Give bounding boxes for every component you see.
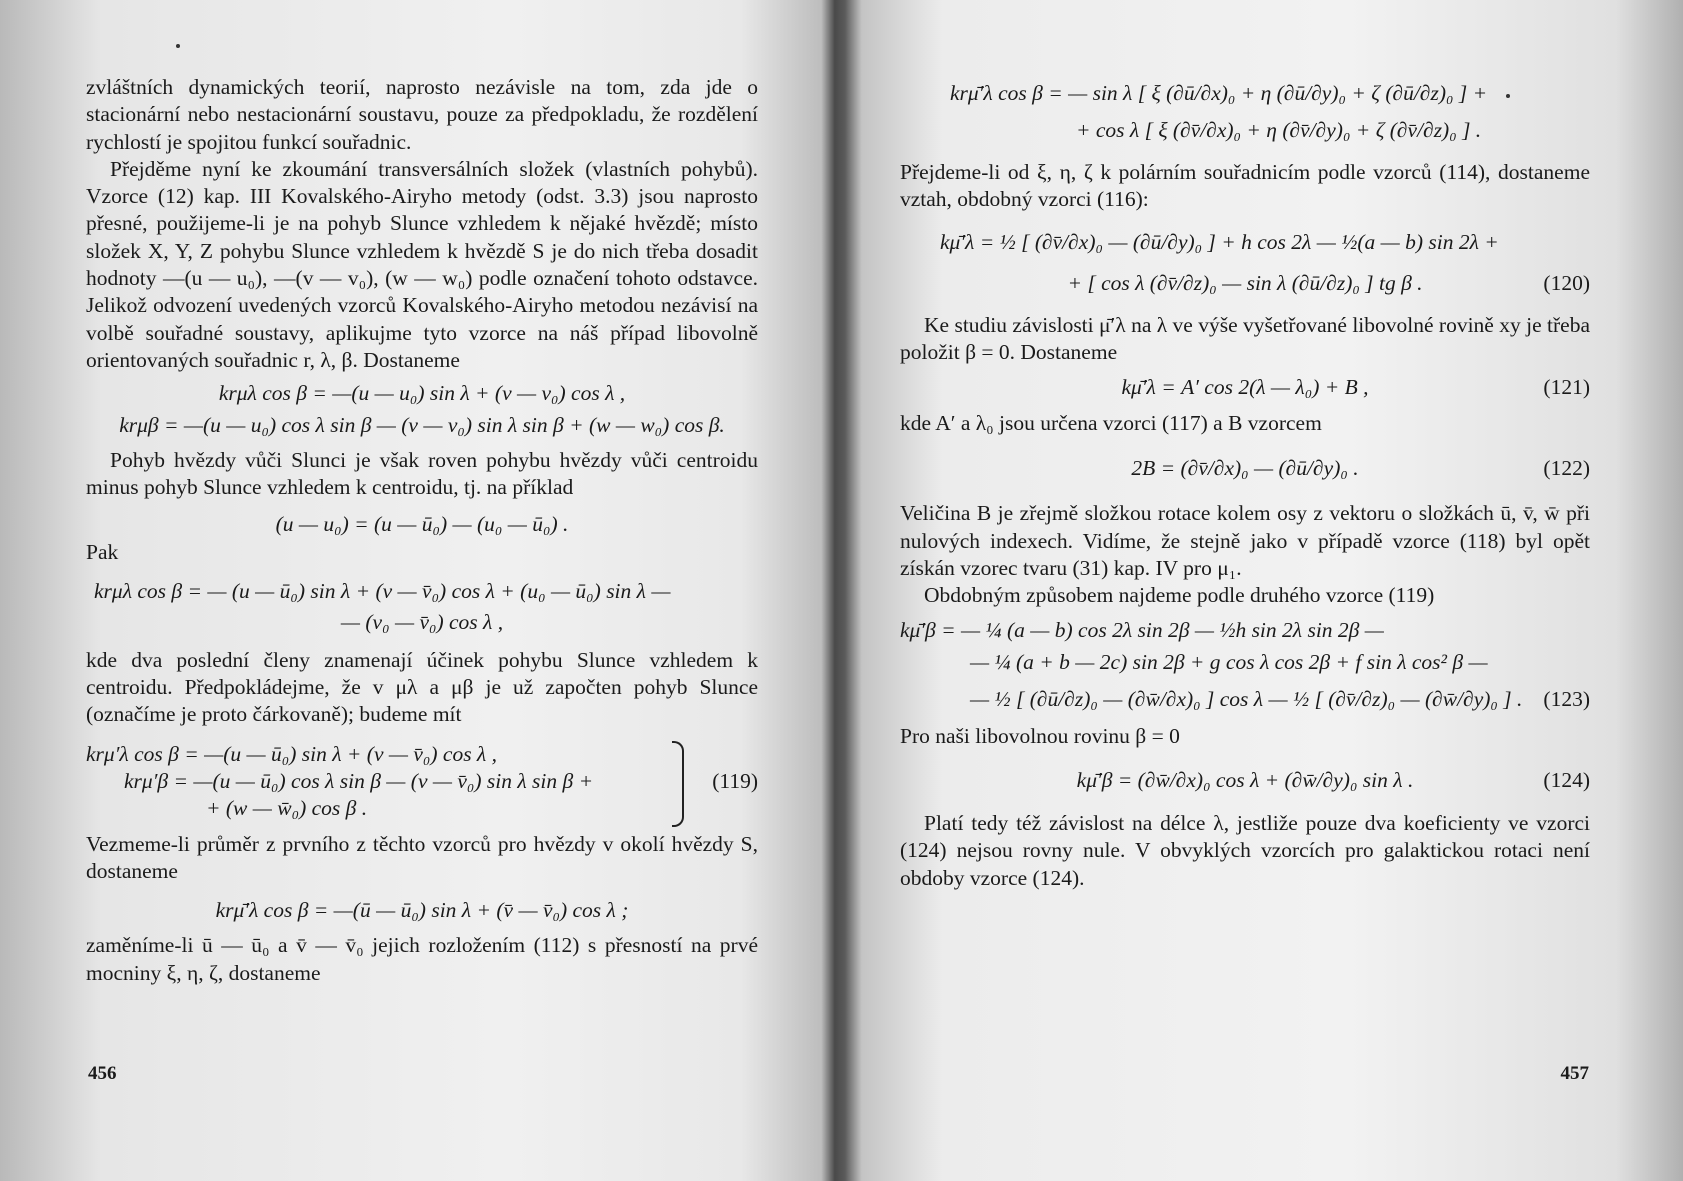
paragraph: Pohyb hvězdy vůči Slunci je však roven pohybu hvězdy vůči centroidu minus pohyb Slunce vzhledem k centroidu, tj. na příklad: [86, 447, 758, 500]
equation-text: — ¼ (a + b — 2c) sin 2β + g cos λ cos 2β + f sin λ cos² β —: [970, 649, 1488, 674]
equation-text: [ ξ (∂v̄/∂x)₀ + η (∂v̄/∂y)₀ + ζ (∂v̄/∂z)₀ ] .: [1144, 118, 1482, 143]
left-page: [0, 0, 830, 1181]
equation-text: krμ̄′λ cos β = — sin λ: [950, 81, 1133, 105]
equation-text: [ ξ (∂ū/∂x)₀ + η (∂ū/∂y)₀ + ζ (∂ū/∂z)₀ ] +: [1137, 81, 1488, 105]
equation-text: + [ cos λ (∂v̄/∂z)₀ — sin λ (∂ū/∂z)₀ ] tg β .: [1067, 271, 1423, 296]
paragraph: Platí tedy též závislost na délce λ, jestliže pouze dva koeficienty ve vzorci (124) nejsou rovny nule. V obvyklých vzorcích pro galaktickou rotaci není obdoby vzorce (124).: [900, 810, 1590, 890]
paragraph: Pro naši libovolnou rovinu β = 0: [900, 724, 1180, 749]
equation: [970, 686, 1590, 713]
equation: [900, 767, 1590, 794]
equation: [86, 412, 758, 439]
paragraph: zvláštních dynamických teorií, naprosto nezávisle na tom, zda jde o stacionární nebo nestacionární soustavu, pouze za předpokladu, že rozdělení rychlostí je spojitou funkcí souřadnic.: [86, 75, 758, 154]
paragraph: zaměníme-li ū — ū₀ a v̄ — v̄₀ jejich rozložením (112) s přesností na prvé mocniny ξ, η, ζ, dostaneme: [86, 933, 758, 985]
equation: [900, 374, 1590, 401]
page-number: 456: [88, 1063, 117, 1084]
equation: [86, 511, 758, 538]
equation-number: (124): [1543, 767, 1590, 792]
page-number: 457: [1560, 1063, 1589, 1084]
equation-text: (u — u₀) = (u — ū₀) — (u₀ — ū₀) .: [275, 512, 569, 537]
curly-brace: [672, 741, 684, 827]
paragraph: Přejděme nyní ke zkoumání transversálních složek (vlastních pohybů). Vzorce (12) kap. III Kovalského-Airyho metody (odst. 3.3) jsou naprosto přesné, použijeme-li je na pohyb Slunce vzhledem k nějaké hvězdě; místo složek X, Y, Z pohybu Slunce vzhledem k hvězdě S je do nich třeba dosadit hodnoty —(u — u₀), —(v — v₀), (w — w₀) podle označení tohoto odstavce. Jelikož odvození uvedených vzorců Kovalského-Airyho metodou nezávisí na volbě souřadné soustavy, aplikujme tyto vzorce na náš případ libovolně orientovaných souřadnic r, λ, β. Dostaneme: [86, 156, 758, 372]
equation: [950, 80, 1590, 107]
equation-number: (122): [1543, 455, 1590, 480]
equation-number: (120): [1543, 271, 1590, 296]
equation-number: (119): [712, 768, 758, 793]
equation-text: kμ̄′β = (∂w̄/∂x)₀ cos λ + (∂w̄/∂y)₀ sin λ .: [1076, 767, 1414, 792]
equation-text: krμλ cos β = — (u — ū₀) sin λ + (v — v̄₀) cos λ + (u₀ — ū₀) sin λ —: [94, 579, 671, 604]
equation-number: (121): [1543, 375, 1590, 400]
paragraph: Vezmeme-li průměr z prvního z těchto vzorců pro hvězdy v okolí hvězdy S, dostaneme: [86, 831, 758, 883]
equation-text: krμλ cos β = —(u — u₀) sin λ + (v — v₀) cos λ ,: [218, 381, 626, 406]
equation: [86, 609, 758, 636]
equation-text: kμ̄′λ = ½ [ (∂v̄/∂x)₀ — (∂ū/∂y)₀ ] + h cos 2λ — ½(a — b) sin 2λ +: [940, 230, 1499, 255]
paragraph: Přejdeme-li od ξ, η, ζ k polárním souřadnicím podle vzorců (114), dostaneme vztah, obdobný vzorci (116):: [900, 159, 1590, 211]
equation: [900, 455, 1590, 482]
right-page: [836, 0, 1683, 1181]
equation: [970, 649, 1590, 676]
equation-text: 2B = (∂v̄/∂x)₀ — (∂ū/∂y)₀ .: [1131, 455, 1359, 480]
paragraph: kde dva poslední členy znamenají účinek pohybu Slunce vzhledem k centroidu. Předpokládejme, že v μλ a μβ je už započten pohyb Slunce (označíme je proto čárkovaně); budeme mít: [86, 647, 758, 727]
equation-text: kμ̄′λ = A′ cos 2(λ — λ₀) + B ,: [1121, 375, 1369, 400]
equation-text: — ½ [ (∂ū/∂z)₀ — (∂w̄/∂x)₀ ] cos λ — ½ [ (∂v̄/∂z)₀ — (∂w̄/∂y)₀ ] .: [970, 687, 1523, 712]
paragraph: Ke studiu závislosti μ̄′λ na λ ve výše vyšetřované libovolné rovině xy je třeba položit β = 0. Dostaneme: [900, 312, 1590, 365]
equation-text: + (w — w̄₀) cos β .: [206, 796, 368, 821]
paragraph: kde A′ a λ₀ jsou určena vzorci (117) a B vzorcem: [900, 410, 1322, 435]
equation-text: — (v₀ — v̄₀) cos λ ,: [340, 610, 504, 635]
print-speck: [176, 44, 180, 48]
equation: [86, 380, 758, 407]
right-text-column: [900, 78, 1590, 892]
left-text-column: [86, 74, 758, 987]
equation: [900, 270, 1590, 297]
equation-text: krμ̄′λ cos β = —(ū — ū₀) sin λ + (v̄ — v̄₀) cos λ ;: [215, 898, 629, 923]
equation-text: krμ′β = —(u — ū₀) cos λ sin β — (v — v̄₀) sin λ sin β +: [124, 768, 594, 793]
equation-text: kμ̄′β = — ¼ (a — b) cos 2λ sin 2β — ½h sin 2λ sin 2β —: [900, 618, 1384, 643]
paragraph: Veličina B je zřejmě složkou rotace kolem osy z vektoru o složkách ū, v̄, w̄ při nulových indexech. Vidíme, že stejně jako v případě vzorce (118) byl opět získán vzorec tvaru (31) kap. IV pro μ₁.: [900, 501, 1590, 580]
equation-text: krμβ = —(u — u₀) cos λ sin β — (v — v₀) sin λ sin β + (w — w₀) cos β.: [119, 412, 725, 437]
paragraph: Obdobným způsobem najdeme podle druhého vzorce (119): [924, 583, 1435, 608]
equation: [94, 578, 758, 605]
equation: [1076, 117, 1590, 144]
equation: [900, 617, 1590, 644]
equation-text: krμ′λ cos β = —(u — ū₀) sin λ + (v — v̄₀) cos λ ,: [86, 741, 497, 766]
equation: [86, 897, 758, 924]
paragraph: Pak: [86, 539, 119, 564]
equation: [940, 229, 1590, 256]
equation-text: + cos λ: [1076, 118, 1140, 143]
equation-number: (123): [1543, 687, 1590, 712]
equation-system-119: [86, 741, 758, 823]
